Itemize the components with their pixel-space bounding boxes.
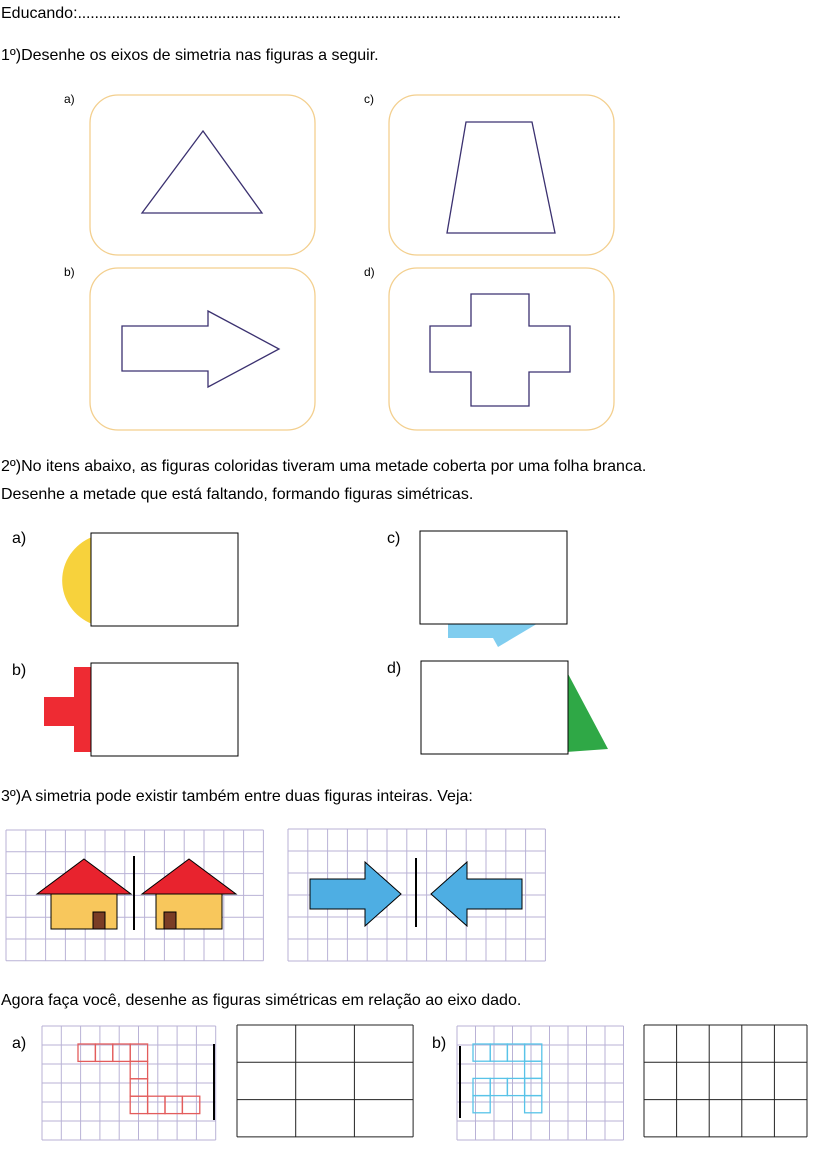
question-3-title: 3º)A simetria pode existir também entre duas figuras inteiras. Veja: — [1, 788, 473, 805]
student-dots: ................................................................................................................................ — [77, 5, 621, 22]
q2-label-c: c) — [387, 530, 401, 547]
grid-square — [95, 1044, 112, 1061]
grid-square — [507, 1044, 524, 1061]
q1-label-a: a) — [64, 92, 75, 106]
q2-label-d: d) — [387, 660, 402, 677]
question-4-title: Agora faça você, desenhe as figuras simétricas em relação ao eixo dado. — [1, 992, 522, 1009]
student-label: Educando: — [1, 5, 78, 22]
q4b-grid — [457, 1026, 624, 1140]
grid-square — [182, 1096, 199, 1113]
q4a-answer-grid — [237, 1025, 413, 1137]
q4b-answer-grid — [644, 1025, 807, 1137]
question-2-line-2: Desenhe a metade que está faltando, formando figuras simétricas. — [1, 486, 474, 503]
question-2-line-1: 2º)No itens abaixo, as figuras coloridas tiveram uma metade coberta por uma folha branca. — [1, 458, 647, 475]
grid-square — [165, 1096, 182, 1113]
q1-label-d: d) — [364, 265, 375, 279]
q4a-grid — [42, 1026, 216, 1140]
grid-square — [525, 1044, 542, 1061]
grid-square — [490, 1044, 507, 1061]
q4-label-b: b) — [432, 1035, 447, 1052]
q1-label-c: c) — [364, 92, 374, 106]
q1-label-b: b) — [64, 265, 75, 279]
question-1-title: 1º)Desenhe os eixos de simetria nas figuras a seguir. — [1, 47, 379, 64]
grid-square — [113, 1044, 130, 1061]
grid-square — [525, 1078, 542, 1095]
q2-label-b: b) — [12, 662, 27, 679]
q2-label-a: a) — [12, 530, 27, 547]
grid-square — [525, 1096, 542, 1113]
q4-label-a: a) — [12, 1035, 27, 1052]
grid-square — [490, 1078, 507, 1095]
grid-square — [507, 1078, 524, 1095]
grid-square — [148, 1096, 165, 1113]
